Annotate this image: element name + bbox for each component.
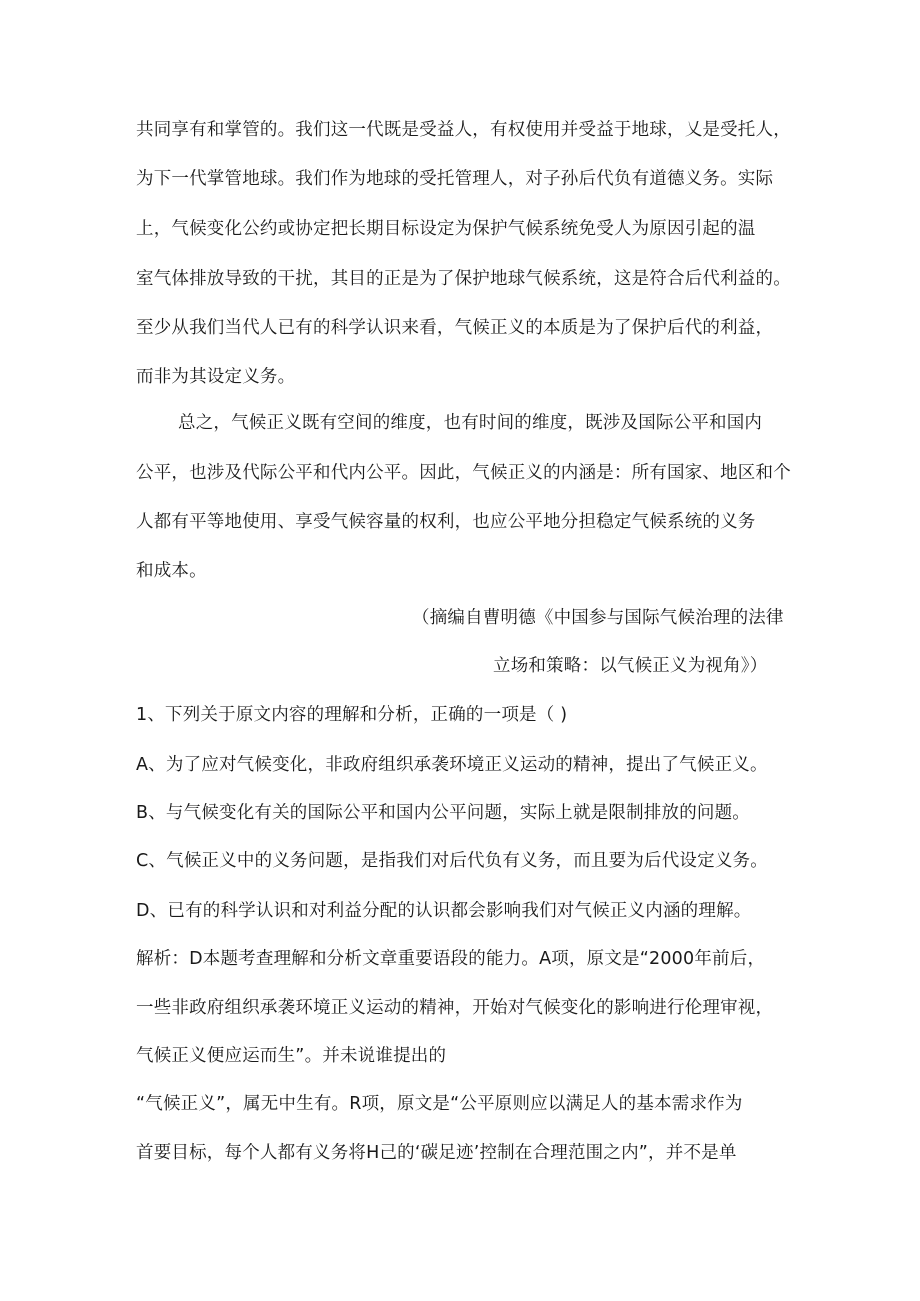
paragraph-2-line-4: 和成本。 [136, 561, 207, 581]
source-citation-line-2: 立场和策略：以气候正义为视角》） [493, 656, 768, 676]
option-b: B、与气候变化有关的国际公平和国内公平问题，实际上就是限制排放的问题。 [136, 803, 751, 823]
question-stem: 1、下列关于原文内容的理解和分析，正确的一项是（ ) [136, 705, 568, 725]
paragraph-2-line-2: 公平，也涉及代际公平和代内公平。因此，气候正义的内涵是：所有国家、地区和个 [136, 463, 791, 483]
paragraph-1-line-4: 室气体排放导致的干扰，其目的正是为了保护地球气候系统，这是符合后代利益的。 [136, 269, 791, 289]
option-a: A、为了应对气候变化，非政府组织承袭环境正义运动的精神，提出了气候正义。 [136, 755, 768, 775]
analysis-line-2: 一些非政府组织承袭环境正义运动的精神，开始对气候变化的影响进行伦理审视， [136, 998, 774, 1018]
analysis-line-3: 气候正义便应运而生”。并未说谁提出的 [136, 1046, 447, 1066]
source-citation-line-1: （摘编自曹明德《中国参与国际气候治理的法律 [412, 608, 784, 628]
analysis-line-1: 解析：D本题考查理解和分析文章重要语段的能力。A项，原文是“2000年前后， [136, 949, 766, 969]
paragraph-2-line-3: 人都有平等地使用、享受气候容量的权利，也应公平地分担稳定气候系统的义务 [136, 512, 756, 532]
option-d: D、已有的科学认识和对利益分配的认识都会影响我们对气候正义内涵的理解。 [136, 901, 752, 921]
paragraph-1-line-2: 为下一代掌管地球。我们作为地球的受托管理人，对子孙后代负有道德义务。实际 [136, 169, 774, 189]
paragraph-1-line-1: 共同享有和掌管的。我们这一代既是受益人，有权使用并受益于地球，乂是受托人， [136, 120, 791, 140]
paragraph-2-line-1: 总之，气候正义既有空间的维度，也有时间的维度，既涉及国际公平和国内 [178, 413, 763, 433]
paragraph-1-line-5: 至少从我们当代人已有的科学认识来看，气候正义的本质是为了保护后代的利益， [136, 318, 774, 338]
option-c: C、气候正义中的义务问题，是指我们对后代负有义务，而且要为后代设定义务。 [136, 851, 768, 871]
analysis-line-5: 首要目标，每个人都有义务将H己的‘碳足迹’控制在合理范围之内”，并不是单 [136, 1143, 737, 1163]
analysis-line-4: “气候正义”，属无中生有。R项，原文是“公平原则应以满足人的基本需求作为 [136, 1094, 743, 1114]
paragraph-1-line-3: 上，气候变化公约或协定把长期目标设定为保护气候系统免受人为原因引起的温 [136, 219, 756, 239]
paragraph-1-line-6: 而非为其设定义务。 [136, 367, 296, 387]
